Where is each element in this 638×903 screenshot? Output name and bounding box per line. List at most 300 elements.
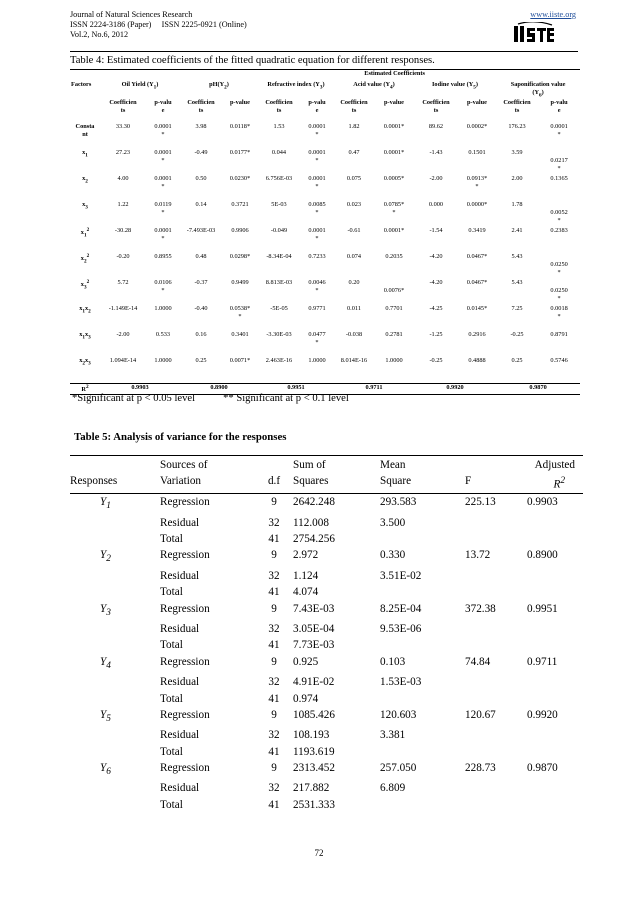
journal-title: Journal of Natural Sciences Research (70, 10, 193, 19)
table-row (70, 331, 580, 357)
value-cell: 27.23 (115, 149, 131, 157)
coefficients-header: Coefficien ts (422, 99, 450, 115)
anova-cell: 32 (268, 516, 280, 529)
value-cell: -0.49 (194, 149, 208, 157)
table4-caption: Table 4: Estimated coefficients of the fitted quadratic equation for different responses. (70, 55, 435, 66)
anova-cell (465, 621, 523, 637)
anova-cell: 32 (268, 676, 280, 689)
anova-cell: 372.38 (465, 602, 496, 615)
anova-cell: 257.050 (380, 761, 417, 774)
anova-cell: Total (160, 745, 183, 758)
value-cell: 2.00 (511, 175, 523, 183)
value-cell: 89.62 (428, 123, 444, 131)
response-label (70, 568, 160, 584)
factors-header: Factors (71, 81, 92, 88)
value-cell: 8.813E-03 (265, 279, 293, 287)
table5-header-bottom: $R^2$ (523, 473, 583, 494)
table-row (70, 727, 583, 743)
value-cell: 0.3721 (231, 201, 249, 209)
anova-cell: 9 (271, 602, 277, 615)
value-cell: 0.0177* (229, 149, 251, 157)
value-cell: 0.0001 * (154, 227, 172, 243)
value-cell: 0.0250 * (550, 261, 568, 276)
anova-cell: Total (160, 692, 183, 705)
table5-header-bottom: F (465, 473, 523, 494)
anova-cell (380, 797, 465, 813)
anova-cell: 8.25E-04 (380, 602, 422, 615)
table5 (70, 455, 583, 813)
anova-cell: 108.193 (293, 729, 330, 742)
value-cell: -0.37 (194, 279, 208, 287)
value-cell: 0.0001 * (308, 227, 326, 243)
value-cell: 8.014E-16 (340, 357, 368, 365)
response-label: $Y_2$ (100, 549, 111, 565)
value-cell: 0.14 (195, 201, 207, 209)
coefficients-header: Coefficien ts (265, 99, 293, 115)
value-cell: -2.00 (116, 331, 130, 339)
value-cell: 0.0145* (466, 305, 488, 313)
anova-cell: 0.330 (380, 549, 406, 562)
value-cell: 0.023 (346, 201, 362, 209)
anova-cell: Regression (160, 496, 210, 509)
anova-cell: 41 (268, 586, 280, 599)
value-cell: 5.43 (511, 279, 523, 287)
response-label (70, 674, 160, 690)
r2-value: 0.9920 (414, 384, 496, 395)
value-cell: 0.7701 (385, 305, 403, 313)
value-cell: 0.0005* (383, 175, 405, 183)
anova-cell: 32 (268, 729, 280, 742)
value-cell: 0.9499 (231, 279, 249, 287)
value-cell: 0.2916 (468, 331, 486, 339)
anova-cell: 9 (271, 761, 277, 774)
response-label (70, 531, 160, 547)
value-cell: 0.2035 (385, 253, 403, 261)
value-cell: 0.0001* (383, 227, 405, 235)
anova-cell: Residual (160, 623, 200, 636)
table5-header-top (465, 456, 523, 474)
value-cell: 0.1501 (468, 149, 486, 157)
anova-cell: 32 (268, 782, 280, 795)
value-cell: 0.0001 * (308, 123, 326, 139)
table5-header-top (70, 456, 160, 474)
value-cell: -1.43 (429, 149, 443, 157)
anova-cell (523, 568, 583, 584)
table-row (70, 654, 583, 675)
table-row (70, 175, 580, 201)
anova-cell: 32 (268, 569, 280, 582)
anova-cell (465, 531, 523, 547)
table5-header-bottom: Square (380, 473, 465, 494)
p-value-header: p-value (384, 99, 404, 107)
value-cell: 0.0230* (229, 175, 251, 183)
anova-cell (523, 621, 583, 637)
value-cell: 0.0000* (466, 201, 488, 209)
table-row (70, 584, 583, 600)
anova-cell: 2754.256 (293, 533, 335, 546)
anova-cell: 0.974 (293, 692, 319, 705)
table5-caption: Table 5: Analysis of variance for the responses (74, 431, 287, 443)
anova-cell: 217.882 (293, 782, 330, 795)
value-cell: 1.53 (273, 123, 285, 131)
value-cell: 1.0000 (385, 357, 403, 365)
value-cell: 0.074 (346, 253, 362, 261)
anova-cell (380, 744, 465, 760)
anova-cell: 9 (271, 549, 277, 562)
value-cell: 1.22 (117, 201, 129, 209)
group-header: Saponification value $(Y_6)$ (510, 81, 566, 98)
anova-cell: 4.074 (293, 586, 319, 599)
anova-cell (465, 691, 523, 707)
value-cell: 7.25 (511, 305, 523, 313)
group-header: Oil Yield $(Y_1)$ (121, 81, 159, 91)
factor-cell: $x_2x_3$ (79, 357, 91, 367)
value-cell: 0.0085 * (308, 201, 326, 217)
value-cell: 0.20 (348, 279, 360, 287)
value-cell: 0.0467* (466, 279, 488, 287)
table5-header-bottom: Squares (293, 473, 380, 494)
p-value-header: p-valu e (154, 99, 172, 115)
anova-cell (465, 674, 523, 690)
factor-cell: Consta nt (75, 123, 95, 139)
value-cell: 0.0477 * (308, 331, 326, 347)
anova-cell (523, 727, 583, 743)
anova-cell: 41 (268, 745, 280, 758)
response-label: $Y_1$ (100, 496, 111, 512)
anova-cell: 4.91E-02 (293, 676, 335, 689)
anova-cell: 13.72 (465, 549, 491, 562)
p-value-header: p-value (230, 99, 250, 107)
factor-cell: $x_2$ (82, 175, 88, 185)
anova-cell: 9 (271, 496, 277, 509)
anova-cell (523, 674, 583, 690)
value-cell: 0.0001 * (308, 149, 326, 165)
anova-cell: 2313.452 (293, 761, 335, 774)
anova-cell: 225.13 (465, 496, 496, 509)
table-row (70, 601, 583, 622)
value-cell: -4.20 (429, 253, 443, 261)
anova-cell: Regression (160, 761, 210, 774)
anova-cell: Regression (160, 655, 210, 668)
anova-cell: 3.05E-04 (293, 623, 335, 636)
value-cell: 0.533 (155, 331, 171, 339)
table-row (70, 279, 580, 305)
table-row (70, 547, 583, 568)
anova-cell: 120.67 (465, 708, 496, 721)
anova-cell (465, 744, 523, 760)
anova-cell: Total (160, 639, 183, 652)
estimated-coefficients-label: Estimated Coefficients (364, 70, 425, 77)
table4 (70, 70, 580, 395)
anova-cell (465, 515, 523, 531)
header-rule (70, 51, 578, 52)
journal-header (70, 10, 247, 40)
anova-cell: Total (160, 533, 183, 546)
table4-notes (72, 393, 349, 404)
value-cell: 1.0000 (154, 357, 172, 365)
iiste-logo-icon (514, 22, 554, 44)
anova-cell: 2531.333 (293, 798, 335, 811)
anova-cell: 3.51E-02 (380, 569, 422, 582)
value-cell: 0.011 (347, 305, 361, 313)
factor-cell: $x_1$ (82, 149, 88, 159)
response-label (70, 584, 160, 600)
value-cell: 3.59 (511, 149, 523, 157)
value-cell: 0.0018 * (550, 305, 568, 321)
anova-cell: 9.53E-06 (380, 623, 422, 636)
response-label (70, 744, 160, 760)
response-label: $Y_6$ (100, 761, 111, 778)
value-cell: 0.0001 * (154, 123, 172, 139)
anova-cell: Regression (160, 708, 210, 721)
value-cell: 0.0298* (229, 253, 251, 261)
significance-note-1: *Significant at p < 0.05 level (72, 393, 196, 404)
value-cell: 1.094E-14 (109, 357, 137, 365)
value-cell: 0.0119 * (154, 201, 172, 217)
value-cell: 0.9771 (308, 305, 326, 313)
response-label: $Y_3$ (100, 602, 111, 618)
coefficients-header: Coefficien ts (503, 99, 531, 115)
table-row (70, 568, 583, 584)
r2-value: 0.9903 (100, 384, 180, 395)
value-cell: 5.72 (117, 279, 129, 287)
value-cell: 2.41 (511, 227, 523, 235)
value-cell: 0.0002* (466, 123, 488, 131)
anova-cell: Residual (160, 729, 200, 742)
value-cell: 0.7233 (308, 253, 326, 261)
anova-cell (523, 744, 583, 760)
value-cell: -0.049 (270, 227, 288, 235)
anova-cell (523, 637, 583, 653)
anova-cell (523, 584, 583, 600)
anova-cell: Regression (160, 549, 210, 562)
anova-cell (380, 637, 465, 653)
response-label (70, 637, 160, 653)
anova-cell: 2642.248 (293, 496, 335, 509)
value-cell: 0.25 (511, 357, 523, 365)
value-cell: 0.0250 * (550, 287, 568, 302)
p-value-header: p-value (467, 99, 487, 107)
value-cell: 0.8791 (550, 331, 568, 339)
table-row (70, 227, 580, 253)
table-row (70, 494, 583, 515)
table-row (70, 760, 583, 781)
anova-cell: 0.9920 (527, 708, 558, 721)
r2-value: 0.9951 (258, 384, 334, 395)
value-cell: 0.2781 (385, 331, 403, 339)
anova-cell: 9 (271, 708, 277, 721)
table5-header-top (255, 456, 293, 474)
value-cell: -1.25 (429, 331, 443, 339)
anova-cell (523, 691, 583, 707)
value-cell: -1.54 (429, 227, 443, 235)
table-row (70, 149, 580, 175)
anova-cell: Residual (160, 676, 200, 689)
value-cell: -4.20 (429, 279, 443, 287)
coefficients-header: Coefficien ts (187, 99, 215, 115)
anova-cell: 3.381 (380, 729, 406, 742)
anova-cell: 293.583 (380, 496, 417, 509)
r2-label: $R^2$ (70, 384, 100, 395)
p-value-header: p-valu e (308, 99, 326, 115)
table5-header-bottom: d.f (255, 473, 293, 494)
table-row (70, 515, 583, 531)
value-cell: 5.43 (511, 253, 523, 261)
anova-cell: 0.8900 (527, 549, 558, 562)
anova-cell: 0.9870 (527, 761, 558, 774)
value-cell: 0.0785* * (383, 201, 405, 217)
factor-cell: $x_3^2$ (80, 279, 90, 291)
table-row (70, 637, 583, 653)
value-cell: 0.5746 (550, 357, 568, 365)
journal-issn: ISSN 2224-3186 (Paper) ISSN 2225-0921 (Online) (70, 20, 247, 29)
value-cell: -4.25 (429, 305, 443, 313)
table-row (70, 201, 580, 227)
factor-cell: $x_1x_3$ (79, 331, 91, 341)
value-cell: 0.25 (195, 357, 207, 365)
anova-cell: 41 (268, 692, 280, 705)
anova-cell (523, 531, 583, 547)
anova-cell: 0.9951 (527, 602, 558, 615)
value-cell: 0.50 (195, 175, 207, 183)
anova-cell (465, 568, 523, 584)
value-cell: 0.0001 * (154, 149, 172, 165)
anova-cell: 7.43E-03 (293, 602, 335, 615)
value-cell: -0.40 (194, 305, 208, 313)
value-cell: 0.1365 (550, 175, 568, 183)
anova-cell: Residual (160, 569, 200, 582)
value-cell: 0.0001 * (550, 123, 568, 139)
value-cell: 0.9906 (231, 227, 249, 235)
response-label: $Y_5$ (100, 708, 111, 725)
value-cell: 0.8955 (154, 253, 172, 261)
anova-cell: Residual (160, 782, 200, 795)
value-cell: -0.25 (429, 357, 443, 365)
value-cell: 0.16 (195, 331, 207, 339)
value-cell: -30.28 (114, 227, 132, 235)
value-cell: -0.61 (347, 227, 361, 235)
response-label (70, 515, 160, 531)
value-cell: 0.0118* (229, 123, 251, 131)
anova-cell (380, 584, 465, 600)
response-label: $Y_4$ (100, 655, 111, 671)
p-value-header: p-valu e (550, 99, 568, 115)
anova-cell (465, 584, 523, 600)
anova-cell: 9 (271, 655, 277, 668)
value-cell: 3.98 (195, 123, 207, 131)
anova-cell: 1085.426 (293, 708, 335, 721)
value-cell: -0.25 (510, 331, 524, 339)
table5-header-top: Sources of (160, 456, 255, 474)
anova-cell: 228.73 (465, 761, 496, 774)
table5-header-bottom: Responses (70, 473, 160, 494)
journal-url-link[interactable]: www.iiste.org (530, 10, 576, 19)
anova-cell: Total (160, 798, 183, 811)
value-cell: 1.82 (348, 123, 360, 131)
table-row (70, 780, 583, 796)
value-cell: 0.47 (348, 149, 360, 157)
value-cell: 0.000 (428, 201, 444, 209)
factor-cell: $x_3$ (82, 201, 88, 211)
value-cell: 176.23 (508, 123, 526, 131)
anova-cell: 74.84 (465, 655, 491, 668)
value-cell: 0.0046 * (308, 279, 326, 295)
response-label (70, 727, 160, 743)
r2-value: 0.9870 (496, 384, 580, 395)
value-cell: 0.0913* * (466, 175, 488, 191)
anova-cell: 0.103 (380, 655, 406, 668)
group-header: Acid value $(Y_4)$ (353, 81, 395, 91)
factor-cell: $x_1^2$ (80, 227, 90, 239)
anova-cell: 41 (268, 533, 280, 546)
value-cell: -0.20 (116, 253, 130, 261)
anova-cell (523, 780, 583, 796)
value-cell: 0.0001 * (154, 175, 172, 191)
anova-cell (465, 727, 523, 743)
table-row (70, 357, 580, 384)
factor-cell: $x_2^2$ (80, 253, 90, 265)
value-cell: 0.0052 * (550, 209, 568, 224)
anova-cell (465, 797, 523, 813)
anova-cell: 6.809 (380, 782, 406, 795)
table-row (70, 305, 580, 331)
anova-cell (465, 780, 523, 796)
anova-cell: 120.603 (380, 708, 417, 721)
table-row (70, 531, 583, 547)
group-header: Refractive index $(Y_3)$ (267, 81, 325, 91)
value-cell: 0.0001 * (308, 175, 326, 191)
value-cell: 0.0217 * (550, 157, 568, 172)
anova-cell: Total (160, 586, 183, 599)
anova-cell: 112.008 (293, 516, 329, 529)
anova-cell: 0.9903 (527, 496, 558, 509)
table-row (70, 123, 580, 149)
value-cell: 0.0538* * (229, 305, 251, 321)
value-cell: 0.3419 (468, 227, 486, 235)
value-cell: 0.48 (195, 253, 207, 261)
table-row (70, 797, 583, 813)
value-cell: -3.30E-03 (266, 331, 292, 339)
value-cell: 1.0000 (308, 357, 326, 365)
table-row (70, 253, 580, 279)
table-row (70, 744, 583, 760)
factor-cell: $x_1x_2$ (79, 305, 91, 315)
anova-cell: 1193.619 (293, 745, 335, 758)
value-cell: -8.34E-04 (266, 253, 292, 261)
value-cell: 5E-03 (271, 201, 287, 209)
anova-cell (380, 691, 465, 707)
value-cell: 0.0001* (383, 123, 405, 131)
value-cell: -7.493E-03 (186, 227, 216, 235)
journal-volume: Vol.2, No.6, 2012 (70, 30, 129, 39)
value-cell: 0.2383 (550, 227, 568, 235)
anova-cell: 3.500 (380, 516, 406, 529)
table-row (70, 707, 583, 728)
anova-cell: 1.53E-03 (380, 676, 422, 689)
anova-cell: Residual (160, 516, 200, 529)
coefficients-header: Coefficien ts (340, 99, 368, 115)
value-cell: -1.149E-14 (108, 305, 138, 313)
significance-note-2: ** Significant at p < 0.1 level (223, 393, 349, 404)
value-cell: -0.038 (345, 331, 363, 339)
page-number: 72 (314, 848, 324, 858)
value-cell: 1.0000 (154, 305, 172, 313)
value-cell: 0.4888 (468, 357, 486, 365)
value-cell: 1.78 (511, 201, 523, 209)
value-cell: 6.756E-03 (265, 175, 293, 183)
value-cell: 33.30 (115, 123, 131, 131)
table-row (70, 691, 583, 707)
